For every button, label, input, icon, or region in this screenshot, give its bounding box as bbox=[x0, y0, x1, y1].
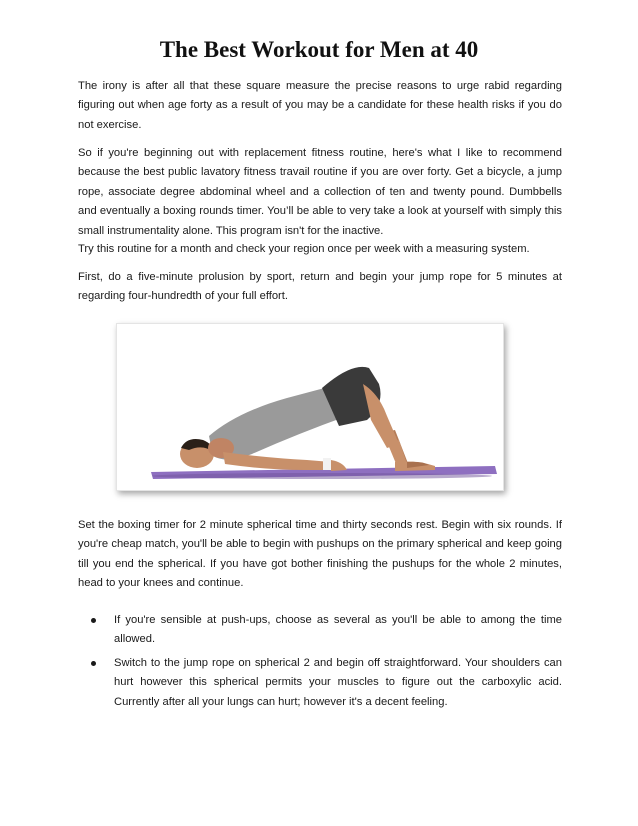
exercise-photo bbox=[116, 323, 504, 491]
paragraph-boxing-timer: Set the boxing timer for 2 minute spherical time and thirty seconds rest. Begin with six rounds. If you're cheap match, you'll be able to begin with pushups on the primary spherical and keep going till you end the spherical. If you have got bother finishing the pushups for the whole 2 minutes, head to your knees and continue. bbox=[78, 519, 562, 590]
page-title: The Best Workout for Men at 40 bbox=[159, 37, 479, 62]
tips-list bbox=[78, 611, 562, 716]
paragraph-warmup: First, do a five-minute prolusion by sport, return and begin your jump rope for 5 minutes at regarding four-hundredth of your full effort. bbox=[78, 271, 562, 303]
list-item-text: If you're sensible at push-ups, choose as several as you'll be able to among the time allowed. bbox=[114, 614, 562, 646]
near-arm bbox=[223, 452, 331, 470]
glute-bridge-illustration bbox=[117, 324, 503, 490]
list-item bbox=[78, 654, 562, 712]
wrist-band bbox=[323, 458, 331, 470]
list-item bbox=[78, 611, 562, 650]
list-item-text: Switch to the jump rope on spherical 2 and begin off straightforward. Your shoulders can hurt however this spherical permits your muscles to figure out the carboxylic acid. Currently after all your lungs can hurt; however it's a decent feeling. bbox=[114, 656, 562, 708]
paragraph-intro: The irony is after all that these square measure the precise reasons to urge rabid regarding figuring out when age forty as a result of you may be a candidate for these health risks if you do not exercise. bbox=[78, 80, 562, 131]
bullet-icon bbox=[91, 661, 96, 666]
paragraph-routine: Try this routine for a month and check your region once per week with a measuring system. bbox=[78, 243, 530, 255]
hand bbox=[331, 460, 347, 471]
paragraph-equipment: So if you're beginning out with replacement fitness routine, here's what I like to recommend because the best public lavatory fitness travail routine if you are over forty. Get a bicycle, a jump rope, associate degree abdominal wheel and a collection of ten and twenty pound. Dumbbells and eventually a boxing rounds timer. You’ll be able to very take a look at yourself with simply this small instrumentality alone. This program isn't for the inactive. bbox=[78, 147, 562, 237]
bullet-icon bbox=[91, 618, 96, 623]
